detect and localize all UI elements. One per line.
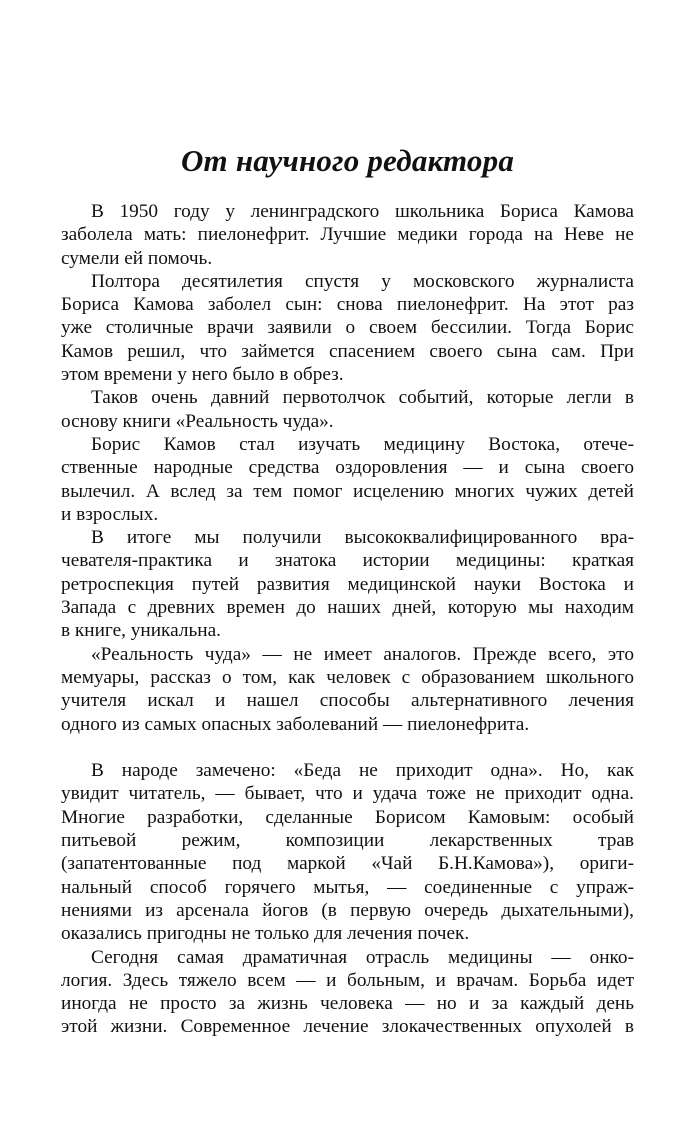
text-line: Камов решил, что займется спасением своего сына сам. При bbox=[61, 340, 634, 362]
text-line: нальный способ горячего мытья, — соединенные с упраж- bbox=[61, 876, 634, 898]
section-gap bbox=[61, 736, 634, 759]
text-line: логия. Здесь тяжело всем — и больным, и врачам. Борьба идет bbox=[61, 969, 634, 991]
paragraph bbox=[61, 200, 634, 270]
text-line: Многие разработки, сделанные Борисом Камовым: особый bbox=[61, 806, 634, 828]
text-line: этой жизни. Современное лечение злокачественных опухолей в bbox=[61, 1016, 634, 1038]
text-line: В итоге мы получили высококвалифицированного вра- bbox=[91, 527, 634, 549]
text-line: Таков очень давний первотолчок событий, которые легли в bbox=[91, 387, 634, 409]
text-line: питьевой режим, композиции лекарственных трав bbox=[61, 830, 634, 852]
text-line: Полтора десятилетия спустя у московского журналиста bbox=[91, 270, 634, 292]
paragraph bbox=[61, 643, 634, 736]
text-line: уже столичные врачи заявили о своем бессилии. Тогда Борис bbox=[61, 317, 634, 339]
text-line: Бориса Камова заболел сын: снова пиелонефрит. На этот раз bbox=[61, 294, 634, 316]
text-line: чевателя-практика и знатока истории медицины: краткая bbox=[61, 550, 634, 572]
text-line: и взрослых. bbox=[61, 503, 159, 525]
paragraph bbox=[61, 759, 634, 945]
article-body bbox=[61, 200, 634, 1039]
text-line: Сегодня самая драматичная отрасль медицины — онко- bbox=[91, 946, 634, 968]
paragraph bbox=[61, 386, 634, 433]
paragraph bbox=[61, 946, 634, 1039]
paragraph bbox=[61, 270, 634, 386]
text-line: ретроспекция путей развития медицинской науки Востока и bbox=[61, 573, 634, 595]
text-line: вылечил. А вслед за тем помог исцелению многих чужих детей bbox=[61, 480, 634, 502]
page bbox=[61, 0, 634, 1039]
text-line: одного из самых опасных заболеваний — пиелонефрита. bbox=[61, 713, 530, 735]
text-line: (запатентованные под маркой «Чай Б.Н.Камова»), ориги- bbox=[61, 853, 634, 875]
text-line: основу книги «Реальность чуда». bbox=[61, 410, 334, 432]
text-line: В 1950 году у ленинградского школьника Бориса Камова bbox=[91, 201, 634, 222]
text-line: «Реальность чуда» — не имеет аналогов. Прежде всего, это bbox=[91, 643, 634, 665]
text-line: Запада с древних времен до наших дней, которую мы находим bbox=[61, 597, 634, 619]
text-line: увидит читатель, — бывает, что и удача тоже не приходит одна. bbox=[61, 783, 634, 805]
text-line: в книге, уникальна. bbox=[61, 620, 221, 642]
text-line: этом времени у него было в обрез. bbox=[61, 364, 344, 386]
text-line: Борис Камов стал изучать медицину Востока, отече- bbox=[91, 433, 634, 455]
text-line: В народе замечено: «Беда не приходит одна». Но, как bbox=[91, 760, 634, 782]
text-line: оказались пригодны не только для лечения почек. bbox=[61, 923, 470, 945]
text-line: нениями из арсенала йогов (в первую очередь дыхательными), bbox=[61, 899, 634, 921]
text-line: учителя искал и нашел способы альтернативного лечения bbox=[61, 690, 634, 712]
text-line: сумели ей помочь. bbox=[61, 247, 213, 269]
page-title: От научного редактора bbox=[180, 143, 515, 178]
text-line: иногда не просто за жизнь человека — но и за каждый день bbox=[61, 993, 634, 1015]
text-line: ственные народные средства оздоровления — и сына своего bbox=[61, 457, 634, 479]
paragraph bbox=[61, 526, 634, 642]
text-line: заболела мать: пиелонефрит. Лучшие медики города на Неве не bbox=[61, 224, 634, 246]
text-line: мемуары, рассказ о том, как человек с образованием школьного bbox=[61, 666, 634, 688]
paragraph bbox=[61, 433, 634, 526]
